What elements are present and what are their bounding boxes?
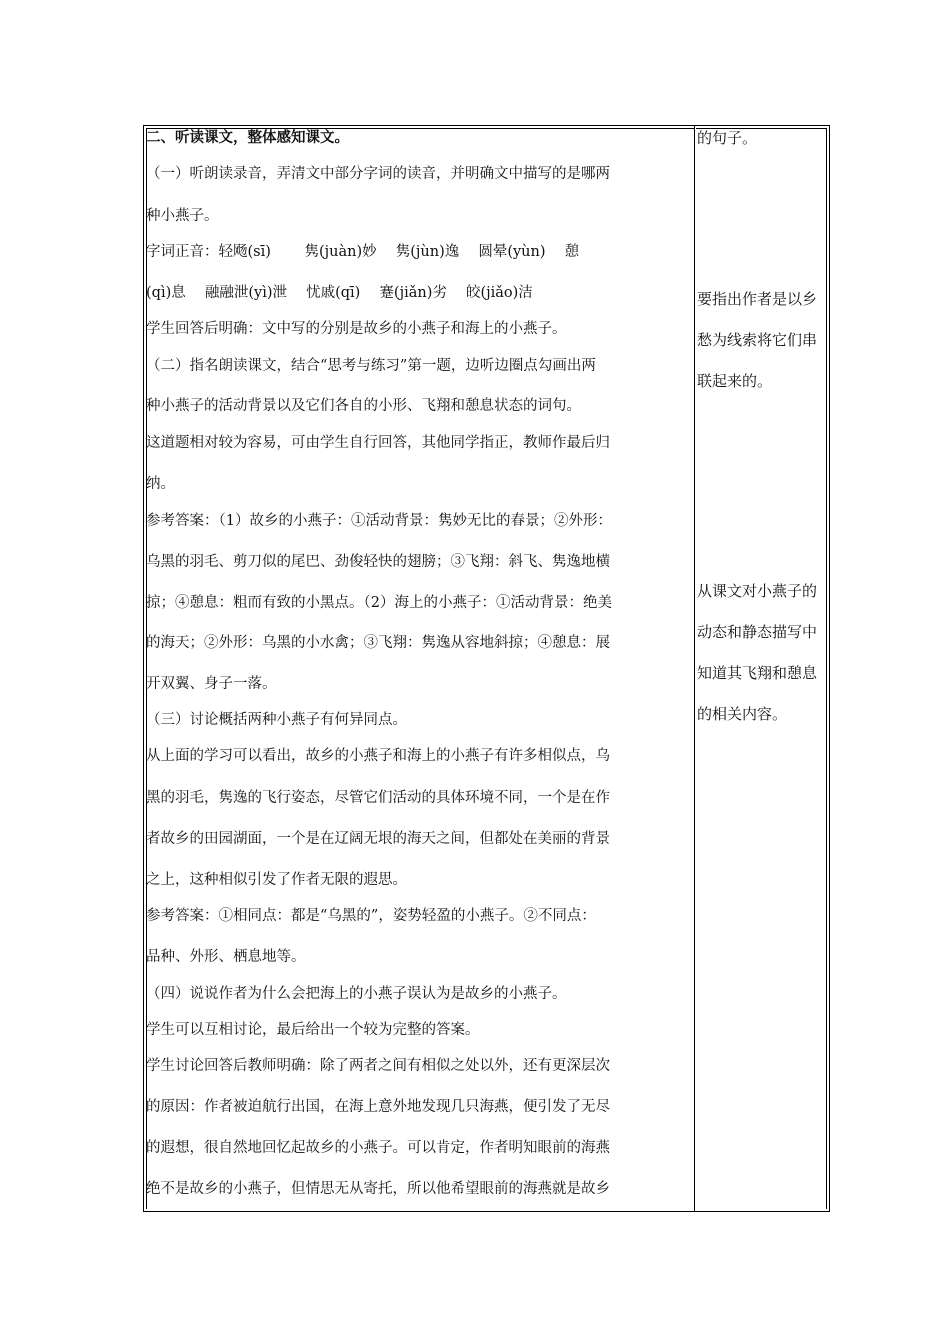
note-line: 联起来的。: [697, 372, 773, 390]
text-line: （一）听朗读录音，弄清文中部分字词的读音，并明确文中描写的是哪两: [146, 166, 610, 182]
text-line: 掠；④憩息：粗而有致的小黑点。（2）海上的小燕子：①活动背景：绝美: [146, 595, 612, 611]
text-line: （二）指名朗读课文，结合“思考与练习”第一题，边听边圈点勾画出两: [146, 358, 596, 374]
text-line: 这道题相对较为容易，可由学生自行回答，其他同学指正，教师作最后归: [146, 435, 610, 451]
text-line: 品种、外形、栖息地等。: [146, 949, 306, 965]
text-line: 种小燕子。: [146, 208, 219, 224]
text-line: 纳。: [146, 476, 175, 492]
text-line: （四）说说作者为什么会把海上的小燕子误认为是故乡的小燕子。: [146, 986, 567, 1002]
note-line: 愁为线索将它们串: [697, 331, 818, 349]
text-line: 的遐想，很自然地回忆起故乡的小燕子。可以肯定，作者明知眼前的海燕: [146, 1140, 610, 1156]
text-line: 参考答案：①相同点：都是“乌黑的”，姿势轻盈的小燕子。②不同点：: [146, 908, 596, 924]
text-line: 的原因：作者被迫航行出国，在海上意外地发现几只海燕，便引发了无尽: [146, 1099, 610, 1115]
column-divider: [694, 126, 695, 1211]
text-line: (qì)息 融融泄(yì)泄 忧戚(qī) 蹇(jiǎn)劣 皎(jiǎo)洁: [146, 285, 533, 301]
text-line: 字词正音：轻飏(sī) 隽(juàn)妙 隽(jùn)逸 圆晕(yùn) 憩: [146, 244, 580, 260]
text-line: 学生可以互相讨论，最后给出一个较为完整的答案。: [146, 1022, 480, 1038]
note-line: 的相关内容。: [697, 705, 788, 723]
text-line: 之上，这种相似引发了作者无限的遐思。: [146, 872, 407, 888]
text-line: 的海天；②外形：乌黑的小水禽；③飞翔：隽逸从容地斜掠；④憩息：展: [146, 635, 610, 651]
text-line: 学生回答后明确：文中写的分别是故乡的小燕子和海上的小燕子。: [146, 321, 567, 337]
text-line: 黑的羽毛，隽逸的飞行姿态，尽管它们活动的具体环境不同，一个是在作: [146, 790, 610, 806]
text-line: 者故乡的田园湖面，一个是在辽阔无垠的海天之间，但都处在美丽的背景: [146, 831, 610, 847]
text-line: 绝不是故乡的小燕子，但情思无从寄托，所以他希望眼前的海燕就是故乡: [146, 1181, 610, 1197]
section-heading: 二、听读课文，整体感知课文。: [146, 129, 349, 146]
text-line: 种小燕子的活动背景以及它们各自的小形、飞翔和憩息状态的词句。: [146, 398, 581, 414]
lesson-table: [143, 125, 830, 1212]
note-line: 要指出作者是以乡: [697, 290, 818, 308]
text-line: （三）讨论概括两种小燕子有何异同点。: [146, 712, 407, 728]
text-line: 学生讨论回答后教师明确：除了两者之间有相似之处以外，还有更深层次: [146, 1058, 610, 1074]
note-line: 从课文对小燕子的: [697, 582, 818, 600]
text-line: 开双翼、身子一落。: [146, 676, 277, 692]
note-line: 的句子。: [697, 129, 758, 147]
text-line: 从上面的学习可以看出，故乡的小燕子和海上的小燕子有许多相似点，乌: [146, 748, 610, 764]
note-line: 动态和静态描写中: [697, 623, 818, 641]
text-line: 乌黑的羽毛、剪刀似的尾巴、劲俊轻快的翅膀；③飞翔：斜飞、隽逸地横: [146, 554, 610, 570]
note-line: 知道其飞翔和憩息: [697, 664, 818, 682]
text-line: 参考答案：（1）故乡的小燕子：①活动背景：隽妙无比的春景；②外形：: [146, 513, 612, 529]
